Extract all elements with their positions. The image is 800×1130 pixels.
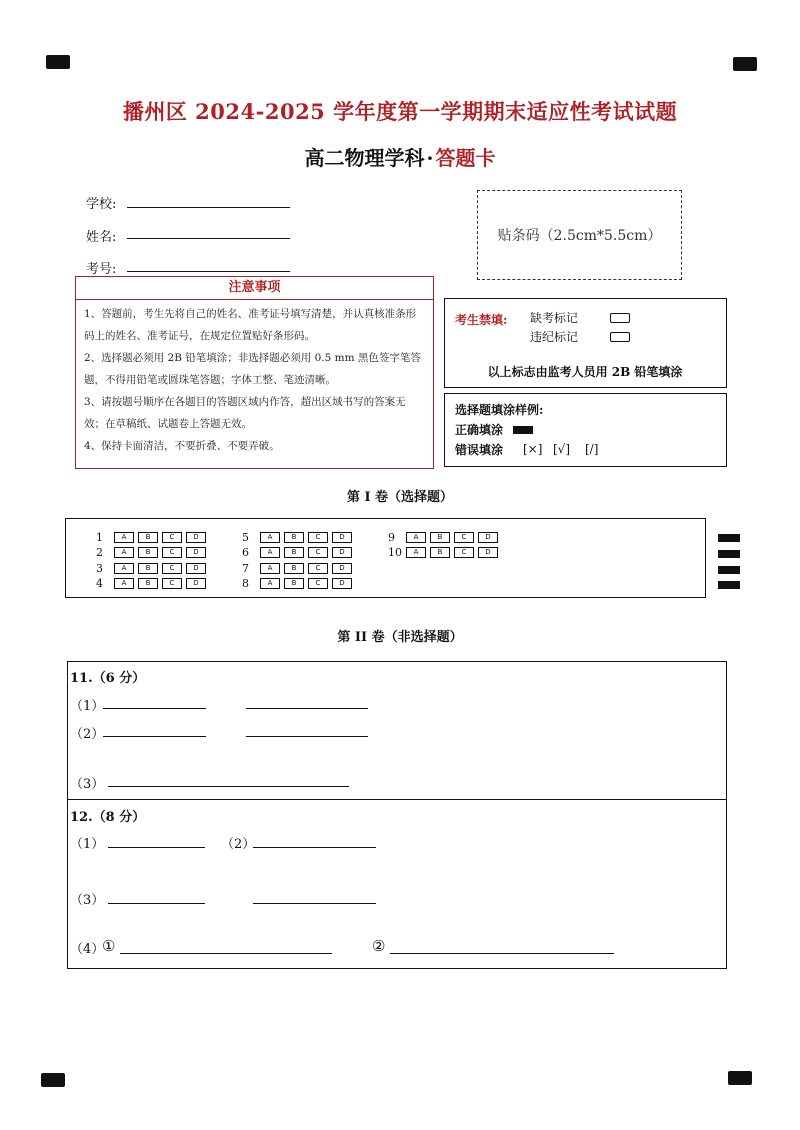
- q12-3-answer-line-a[interactable]: [108, 903, 205, 904]
- fill-sample-box: [444, 393, 727, 467]
- barcode-text: 贴条码（2.5cm*5.5cm）: [497, 228, 662, 244]
- mc-6-option-d[interactable]: D: [332, 547, 352, 558]
- absent-mark-box[interactable]: [610, 313, 630, 323]
- mc-1-option-b[interactable]: B: [138, 532, 158, 543]
- part1-title: 第 I 卷（选择题）: [346, 490, 454, 505]
- mc-number: 3: [96, 562, 103, 575]
- mc-6-option-b[interactable]: B: [284, 547, 304, 558]
- mc-question-10: [388, 546, 502, 559]
- mc-6-option-a[interactable]: A: [260, 547, 280, 558]
- corner-mark-top-left: [46, 55, 70, 69]
- page-title: 播州区 2024-2025 学年度第一学期期末适应性考试试题: [122, 99, 678, 124]
- subtitle-dot: ·: [426, 146, 434, 170]
- mc-7-option-d[interactable]: D: [332, 563, 352, 574]
- q12-4-answer-line-2[interactable]: [390, 953, 614, 954]
- notice-title: 注意事项: [76, 277, 433, 300]
- notice-item-4: 4、保持卡面清洁，不要折叠、不要弄破。: [84, 440, 280, 452]
- school-field[interactable]: [127, 207, 290, 208]
- mc-8-option-b[interactable]: B: [284, 578, 304, 589]
- exam-id-label: 考号:: [86, 262, 117, 277]
- subject-label: 高二物理学科: [304, 146, 425, 170]
- mc-8-option-c[interactable]: C: [308, 578, 328, 589]
- corner-mark-bottom-left: [41, 1073, 65, 1087]
- mc-7-option-c[interactable]: C: [308, 563, 328, 574]
- mc-3-option-d[interactable]: D: [186, 563, 206, 574]
- mc-9-option-b[interactable]: B: [430, 532, 450, 543]
- mc-9-option-c[interactable]: C: [454, 532, 474, 543]
- q12-sub-3-label: （3）: [70, 893, 105, 908]
- mc-question-2: [96, 546, 210, 559]
- wrong-example-1: [×]: [523, 442, 543, 456]
- mc-3-option-c[interactable]: C: [162, 563, 182, 574]
- name-label: 姓名:: [86, 230, 117, 245]
- mc-9-option-d[interactable]: D: [478, 532, 498, 543]
- q12-3-answer-line-b[interactable]: [253, 903, 376, 904]
- q12-2-answer-line[interactable]: [253, 847, 376, 848]
- timing-mark: [718, 534, 740, 542]
- q11-sub-3-label: （3）: [70, 777, 105, 792]
- mc-7-option-a[interactable]: A: [260, 563, 280, 574]
- q12-1-answer-line[interactable]: [108, 847, 205, 848]
- notice-box: [75, 276, 434, 469]
- barcode-area: [477, 190, 682, 280]
- violation-mark-label: 违纪标记: [530, 330, 579, 344]
- fill-sample-title: 选择题填涂样例:: [455, 403, 544, 417]
- mc-3-option-b[interactable]: B: [138, 563, 158, 574]
- mc-9-option-a[interactable]: A: [406, 532, 426, 543]
- notice-item-3: 3、请按题号顺序在各题目的答题区域内作答，超出区域书写的答案无效；在草稿纸、试题卷上答题无效。: [84, 396, 406, 430]
- mc-question-1: [96, 531, 210, 544]
- mc-number: 1: [96, 531, 103, 544]
- corner-mark-bottom-right: [728, 1071, 752, 1085]
- notice-item-2: 2、选择题必须用 2B 铅笔填涂；非选择题必须用 0.5 mm 黑色签字笔答题，不得用铅笔或圆珠笔答题；字体工整、笔迹清晰。: [84, 352, 421, 386]
- q11-2-answer-line-a[interactable]: [103, 736, 206, 737]
- mc-question-9: [388, 531, 502, 544]
- mc-2-option-a[interactable]: A: [114, 547, 134, 558]
- mc-2-option-d[interactable]: D: [186, 547, 206, 558]
- notice-item-1: 1、答题前，考生先将自己的姓名、准考证号填写清楚，并认真核准条形码上的姓名、准考证号，在规定位置贴好条形码。: [84, 308, 417, 342]
- q12-sub-4-label: （4）: [70, 942, 105, 957]
- school-label: 学校:: [86, 197, 117, 212]
- absent-mark-label: 缺考标记: [530, 311, 579, 325]
- mc-1-option-c[interactable]: C: [162, 532, 182, 543]
- q11-sub-2-label: （2）: [70, 727, 105, 742]
- q11-2-answer-line-b[interactable]: [246, 736, 368, 737]
- corner-mark-top-right: [733, 57, 757, 71]
- mc-5-option-d[interactable]: D: [332, 532, 352, 543]
- q12-4-answer-line-1[interactable]: [120, 953, 332, 954]
- multiple-choice-area: [65, 518, 706, 598]
- q12-4-circled-1: ①: [102, 937, 116, 955]
- mc-2-option-b[interactable]: B: [138, 547, 158, 558]
- mc-5-option-b[interactable]: B: [284, 532, 304, 543]
- q11-3-answer-line[interactable]: [108, 786, 349, 787]
- exam-marks-note: 以上标志由监考人员用 2B 铅笔填涂: [487, 365, 683, 379]
- part2-title: 第 II 卷（非选择题）: [337, 630, 463, 645]
- q11-sub-1-label: （1）: [70, 699, 105, 714]
- question-11-label: 11.（6 分）: [70, 671, 146, 686]
- wrong-example-2: [√]: [553, 442, 571, 456]
- wrong-fill-label: 错误填涂: [455, 443, 504, 457]
- answer-card-label: 答题卡: [435, 146, 496, 170]
- mc-1-option-d[interactable]: D: [186, 532, 206, 543]
- exam-marks-box: [444, 298, 727, 388]
- timing-mark: [718, 566, 740, 574]
- mc-6-option-c[interactable]: C: [308, 547, 328, 558]
- mc-question-6: [242, 546, 356, 559]
- mc-question-4: [96, 577, 210, 590]
- q12-sub-1-label: （1）: [70, 837, 105, 852]
- mc-5-option-a[interactable]: A: [260, 532, 280, 543]
- correct-fill-sample: [513, 426, 533, 434]
- mc-4-option-a[interactable]: A: [114, 578, 134, 589]
- exam-id-field[interactable]: [127, 271, 290, 272]
- mc-8-option-a[interactable]: A: [260, 578, 280, 589]
- question-11-box: [67, 661, 727, 800]
- mc-10-option-b[interactable]: B: [430, 547, 450, 558]
- mc-number: 5: [242, 531, 249, 544]
- mc-4-option-b[interactable]: B: [138, 578, 158, 589]
- mc-question-7: [242, 562, 356, 575]
- q12-sub-2-label: （2）: [221, 837, 256, 852]
- question-12-box: [67, 799, 727, 969]
- page-subtitle: [0, 142, 800, 171]
- mc-number: 2: [96, 546, 103, 559]
- mc-number: 7: [242, 562, 249, 575]
- timing-mark: [718, 550, 740, 558]
- mc-question-5: [242, 531, 356, 544]
- mc-10-option-d[interactable]: D: [478, 547, 498, 558]
- mc-10-option-a[interactable]: A: [406, 547, 426, 558]
- mc-number: 4: [96, 577, 103, 590]
- mc-4-option-d[interactable]: D: [186, 578, 206, 589]
- mc-number: 6: [242, 546, 249, 559]
- mc-3-option-a[interactable]: A: [114, 563, 134, 574]
- mc-2-option-c[interactable]: C: [162, 547, 182, 558]
- exam-marks-label: 考生禁填:: [455, 313, 508, 327]
- mc-number: 10: [388, 546, 402, 559]
- timing-mark: [718, 581, 740, 589]
- name-field[interactable]: [127, 238, 290, 239]
- mc-question-8: [242, 577, 356, 590]
- mc-10-option-c[interactable]: C: [454, 547, 474, 558]
- mc-5-option-c[interactable]: C: [308, 532, 328, 543]
- mc-question-3: [96, 562, 210, 575]
- mc-number: 8: [242, 577, 249, 590]
- mc-4-option-c[interactable]: C: [162, 578, 182, 589]
- mc-7-option-b[interactable]: B: [284, 563, 304, 574]
- q11-1-answer-line-a[interactable]: [103, 708, 206, 709]
- wrong-example-3: [/]: [585, 442, 599, 456]
- q11-1-answer-line-b[interactable]: [246, 708, 368, 709]
- mc-8-option-d[interactable]: D: [332, 578, 352, 589]
- question-12-label: 12.（8 分）: [70, 810, 146, 825]
- q12-4-circled-2: ②: [372, 937, 386, 955]
- violation-mark-box[interactable]: [610, 332, 630, 342]
- mc-number: 9: [388, 531, 395, 544]
- correct-fill-label: 正确填涂: [455, 423, 504, 437]
- mc-1-option-a[interactable]: A: [114, 532, 134, 543]
